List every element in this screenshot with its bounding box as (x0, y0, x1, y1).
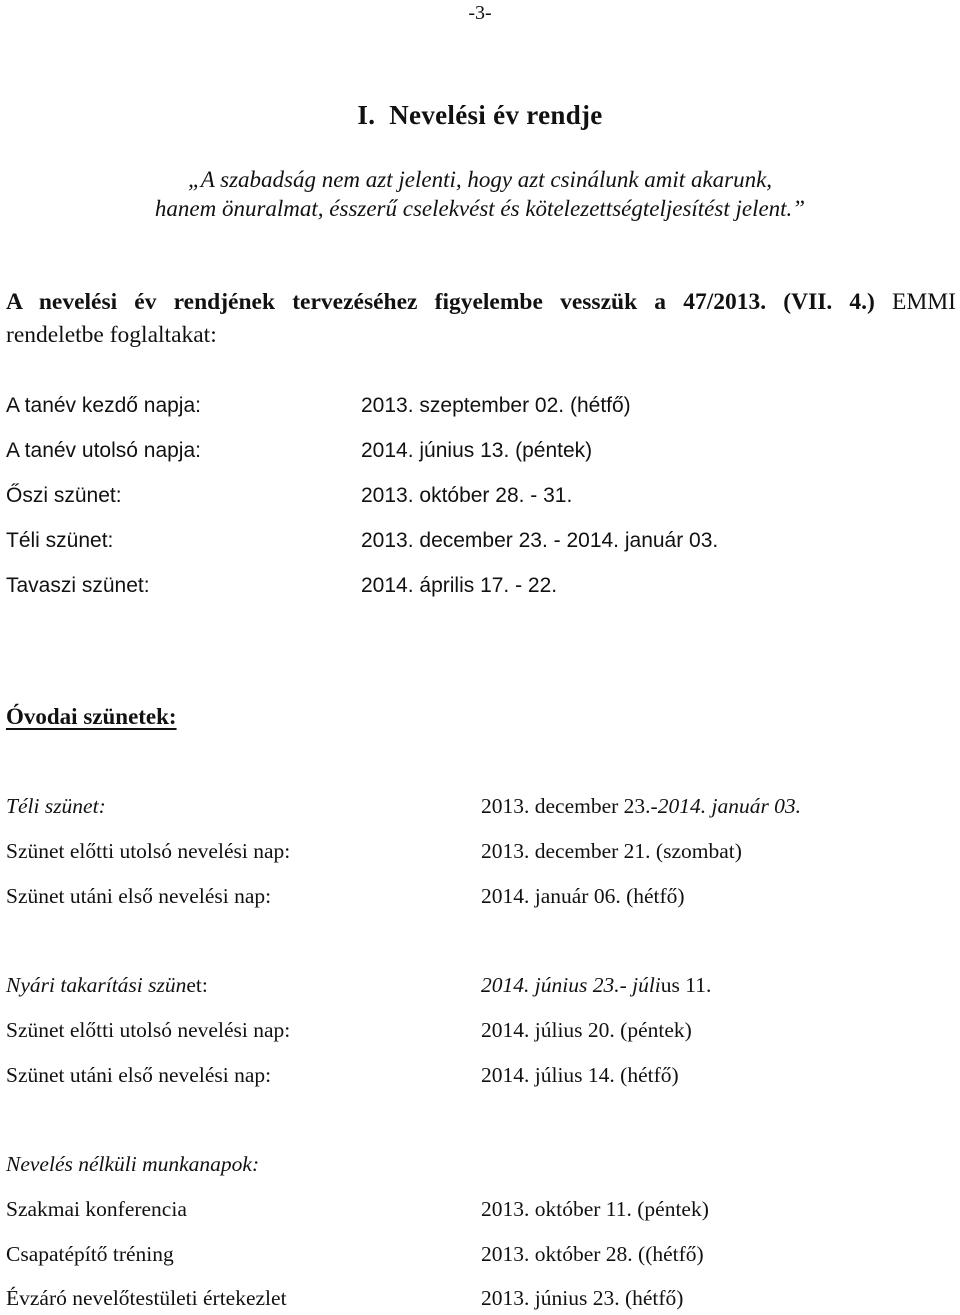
row-label: A tanév kezdő napja: (6, 394, 201, 417)
intro-paragraph-line-1 (6, 289, 956, 316)
row-value (481, 794, 801, 819)
row-label: A tanév utolsó napja: (6, 439, 201, 462)
motto-line-1: „A szabadság nem azt jelenti, hogy azt csinálunk amit akarunk, (187, 167, 773, 192)
row-value: 2014. július 14. (hétfő) (481, 1063, 679, 1087)
row-value: 2014. április 17. - 22. (361, 574, 558, 597)
intro-bold-text: A nevelési év rendjének tervezéséhez figyelembe vesszük a 47/2013. (VII. 4.) (6, 289, 875, 315)
page-number: -3- (468, 2, 492, 24)
row-label: Szünet előtti utolsó nevelési nap: (6, 1018, 291, 1042)
row-value-end: 2014. január 03. (657, 794, 802, 818)
row-label: Csapatépítő tréning (6, 1242, 174, 1266)
row-label: Szünet előtti utolsó nevelési nap: (6, 839, 291, 863)
row-value: 2014. január 06. (hétfő) (481, 884, 685, 908)
row-value: 2013. október 11. (péntek) (481, 1197, 709, 1221)
section-number: I. (357, 100, 376, 130)
non-teaching-days-heading: Nevelés nélküli munkanapok: (6, 1152, 260, 1176)
section-title-text: Nevelési év rendje (389, 100, 603, 130)
row-label: Tavaszi szünet: (6, 574, 150, 597)
section-title (0, 100, 960, 131)
row-value: 2013. június 23. (hétfő) (481, 1286, 684, 1310)
row-value-start: 2014. június 23.- júli (481, 973, 661, 997)
row-label: Évzáró nevelőtestületi értekezlet (6, 1286, 287, 1310)
row-label-end: et: (186, 973, 208, 997)
kindergarten-breaks-heading: Óvodai szünetek: (6, 704, 177, 729)
intro-tail-text: EMMI (874, 289, 956, 315)
row-value: 2013. október 28. ((hétfő) (481, 1242, 704, 1266)
row-value: 2013. december 23. - 2014. január 03. (361, 529, 719, 552)
row-value: 2013. december 21. (szombat) (481, 839, 742, 863)
row-label: Szünet utáni első nevelési nap: (6, 1063, 272, 1087)
row-label: Téli szünet: (6, 794, 106, 818)
row-value: 2013. október 28. - 31. (361, 484, 573, 507)
row-value (481, 973, 711, 998)
intro-paragraph-line-2: rendeletbe foglaltakat: (6, 322, 217, 348)
row-value: 2014. július 20. (péntek) (481, 1018, 692, 1042)
row-value: 2013. szeptember 02. (hétfő) (361, 394, 631, 417)
row-label: Őszi szünet: (6, 484, 122, 507)
motto-line-2: hanem önuralmat, ésszerű cselekvést és kötelezettségteljesítést jelent.” (154, 196, 806, 221)
row-label: Téli szünet: (6, 529, 114, 552)
row-value-end: us 11. (660, 973, 712, 997)
row-label-start: Nyári takarítási szün (6, 973, 187, 997)
row-label: Szünet utáni első nevelési nap: (6, 884, 272, 908)
row-value: 2014. június 13. (péntek) (361, 439, 593, 462)
row-label: Szakmai konferencia (6, 1197, 187, 1221)
row-value-start: 2013. december 23.- (481, 794, 658, 818)
row-label (6, 973, 208, 998)
